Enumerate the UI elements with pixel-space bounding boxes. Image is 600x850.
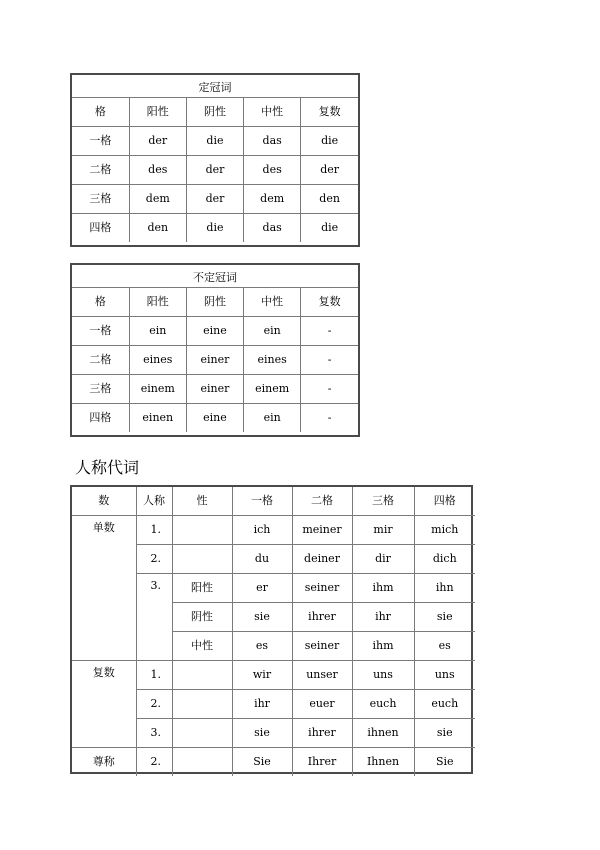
person-cell: 2.: [136, 545, 172, 574]
article-cell: -: [301, 317, 358, 346]
article-cell: die: [186, 127, 243, 156]
article-cell: eines: [244, 346, 301, 375]
number-cell-singular: 单数: [72, 516, 136, 661]
article-cell: das: [244, 214, 301, 243]
article-cell: ein: [244, 317, 301, 346]
gender-cell-empty: [172, 661, 232, 690]
pronoun-cell: uns: [352, 661, 414, 690]
article-cell: -: [301, 346, 358, 375]
person-cell: 3.: [136, 719, 172, 748]
person-cell: 1.: [136, 516, 172, 545]
header-cell: 性: [172, 487, 232, 516]
pronoun-cell: sie: [232, 603, 292, 632]
article-cell: einer: [186, 375, 243, 404]
case-cell: 二格: [72, 156, 129, 185]
definite-article-title: 定冠词: [72, 75, 358, 98]
article-cell: das: [244, 127, 301, 156]
article-cell: eines: [129, 346, 186, 375]
pronoun-cell: ihm: [352, 574, 414, 603]
pronoun-cell: Sie: [232, 748, 292, 777]
definite-article-grid: [72, 98, 358, 242]
article-cell: ein: [244, 404, 301, 433]
header-cell: 中性: [244, 288, 301, 317]
personal-pronouns-grid: [72, 487, 475, 776]
pronoun-cell: ihnen: [352, 719, 414, 748]
article-cell: die: [301, 214, 358, 243]
pronoun-cell: sie: [414, 603, 475, 632]
article-cell: ein: [129, 317, 186, 346]
header-row: [72, 487, 475, 516]
gender-cell-empty: [172, 748, 232, 777]
gender-cell-empty: [172, 719, 232, 748]
table-row: [72, 748, 475, 777]
header-cell: 阳性: [129, 288, 186, 317]
pronoun-cell: ihrer: [292, 603, 352, 632]
case-cell: 二格: [72, 346, 129, 375]
article-cell: einem: [244, 375, 301, 404]
gender-cell-empty: [172, 690, 232, 719]
header-cell: 四格: [414, 487, 475, 516]
definite-article-table: [70, 73, 360, 247]
gender-cell: 阴性: [172, 603, 232, 632]
pronoun-cell: ihr: [352, 603, 414, 632]
person-cell: 2.: [136, 690, 172, 719]
header-cell: 阴性: [186, 98, 243, 127]
table-row: [72, 317, 358, 346]
header-cell: 格: [72, 98, 129, 127]
personal-pronouns-table: [70, 485, 473, 774]
person-cell: 1.: [136, 661, 172, 690]
table-row: [72, 404, 358, 433]
article-cell: der: [186, 156, 243, 185]
article-cell: der: [186, 185, 243, 214]
gender-cell: 阳性: [172, 574, 232, 603]
header-cell: 中性: [244, 98, 301, 127]
article-cell: eine: [186, 317, 243, 346]
article-cell: der: [301, 156, 358, 185]
header-cell: 人称: [136, 487, 172, 516]
article-cell: die: [301, 127, 358, 156]
number-cell-plural: 复数: [72, 661, 136, 748]
pronoun-cell: Ihrer: [292, 748, 352, 777]
gender-cell-empty: [172, 516, 232, 545]
pronoun-cell: dich: [414, 545, 475, 574]
pronoun-cell: seiner: [292, 632, 352, 661]
article-cell: dem: [129, 185, 186, 214]
personal-pronouns-heading: 人称代词: [75, 458, 140, 477]
number-cell-formal: 尊称: [72, 748, 136, 777]
article-cell: einen: [129, 404, 186, 433]
table-row: [72, 185, 358, 214]
header-cell: 复数: [301, 288, 358, 317]
pronoun-cell: wir: [232, 661, 292, 690]
pronoun-cell: ihrer: [292, 719, 352, 748]
header-cell: 阴性: [186, 288, 243, 317]
table-row: [72, 516, 475, 545]
pronoun-cell: es: [414, 632, 475, 661]
header-cell: 一格: [232, 487, 292, 516]
table-row: [72, 156, 358, 185]
header-row: [72, 288, 358, 317]
pronoun-cell: meiner: [292, 516, 352, 545]
gender-cell: 中性: [172, 632, 232, 661]
pronoun-cell: ihm: [352, 632, 414, 661]
pronoun-cell: mir: [352, 516, 414, 545]
case-cell: 一格: [72, 317, 129, 346]
article-cell: -: [301, 375, 358, 404]
article-cell: einem: [129, 375, 186, 404]
indefinite-article-title: 不定冠词: [72, 265, 358, 288]
pronoun-cell: ihr: [232, 690, 292, 719]
article-cell: die: [186, 214, 243, 243]
header-cell: 格: [72, 288, 129, 317]
article-cell: den: [129, 214, 186, 243]
pronoun-cell: Sie: [414, 748, 475, 777]
article-cell: dem: [244, 185, 301, 214]
article-cell: des: [129, 156, 186, 185]
case-cell: 三格: [72, 375, 129, 404]
article-cell: des: [244, 156, 301, 185]
case-cell: 一格: [72, 127, 129, 156]
article-cell: einer: [186, 346, 243, 375]
article-cell: der: [129, 127, 186, 156]
header-cell: 三格: [352, 487, 414, 516]
table-row: [72, 214, 358, 243]
pronoun-cell: uns: [414, 661, 475, 690]
header-cell: 复数: [301, 98, 358, 127]
case-cell: 三格: [72, 185, 129, 214]
pronoun-cell: er: [232, 574, 292, 603]
indefinite-article-grid: [72, 288, 358, 432]
indefinite-article-table: [70, 263, 360, 437]
header-cell: 二格: [292, 487, 352, 516]
pronoun-cell: du: [232, 545, 292, 574]
pronoun-cell: sie: [414, 719, 475, 748]
pronoun-cell: euch: [352, 690, 414, 719]
pronoun-cell: sie: [232, 719, 292, 748]
pronoun-cell: dir: [352, 545, 414, 574]
article-cell: -: [301, 404, 358, 433]
header-cell: 数: [72, 487, 136, 516]
case-cell: 四格: [72, 404, 129, 433]
header-cell: 阳性: [129, 98, 186, 127]
person-cell: 3.: [136, 574, 172, 661]
pronoun-cell: es: [232, 632, 292, 661]
table-row: [72, 375, 358, 404]
person-cell: 2.: [136, 748, 172, 777]
pronoun-cell: ihn: [414, 574, 475, 603]
pronoun-cell: Ihnen: [352, 748, 414, 777]
pronoun-cell: ich: [232, 516, 292, 545]
pronoun-cell: euer: [292, 690, 352, 719]
table-row: [72, 661, 475, 690]
pronoun-cell: unser: [292, 661, 352, 690]
header-row: [72, 98, 358, 127]
pronoun-cell: seiner: [292, 574, 352, 603]
article-cell: den: [301, 185, 358, 214]
pronoun-cell: mich: [414, 516, 475, 545]
table-row: [72, 346, 358, 375]
pronoun-cell: euch: [414, 690, 475, 719]
case-cell: 四格: [72, 214, 129, 243]
pronoun-cell: deiner: [292, 545, 352, 574]
article-cell: eine: [186, 404, 243, 433]
table-row: [72, 127, 358, 156]
gender-cell-empty: [172, 545, 232, 574]
